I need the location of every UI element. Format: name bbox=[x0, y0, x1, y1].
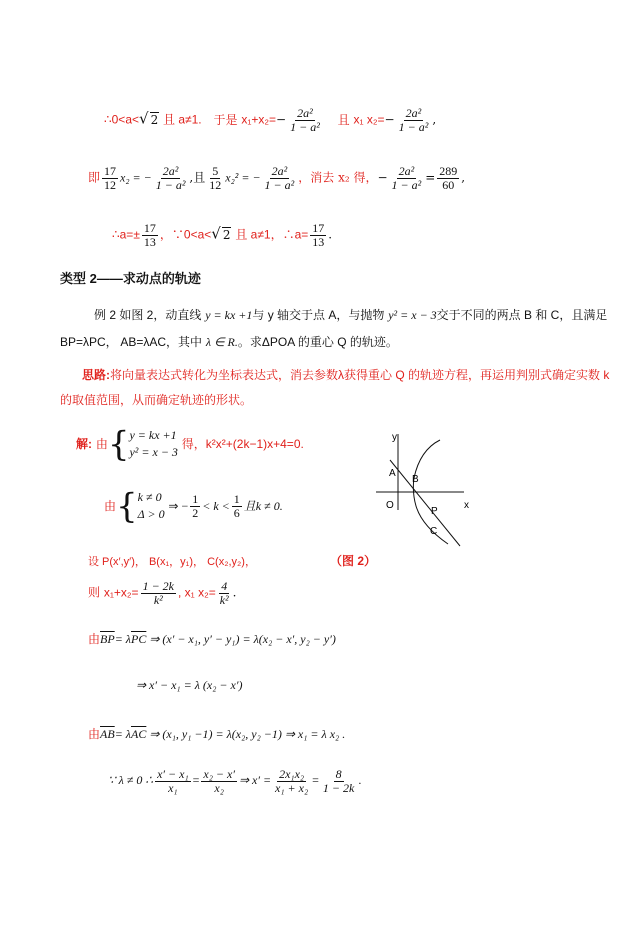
label-y: y bbox=[392, 432, 397, 443]
line2-frac-2: $\frac{\text{2a²}}{\text{1 − a²}}$ bbox=[155, 164, 186, 192]
vieta-line bbox=[88, 580, 237, 606]
system-2 bbox=[138, 489, 165, 524]
line3-because: ，∵0<a< bbox=[159, 227, 212, 242]
vec2-you: 由 bbox=[88, 727, 101, 741]
example-p1-c: 交于不同的两点 B 和 C，且满足 bbox=[436, 308, 608, 322]
vec1-eq: = λ bbox=[114, 632, 131, 646]
figure-2-diagram bbox=[368, 430, 488, 550]
line1-sum: x₁+x₂= bbox=[241, 112, 277, 127]
solution-you: 由 bbox=[95, 436, 108, 451]
vector-ab-line bbox=[88, 725, 345, 742]
line1-yushi: 于是 bbox=[213, 112, 238, 127]
example-p1-a: 例 2 如图 2，动直线 bbox=[94, 308, 202, 322]
solution-impl: ⇒ − bbox=[168, 498, 189, 513]
vector-bp: $\overline{BP}$ bbox=[100, 632, 115, 646]
vec2-eq: = λ bbox=[114, 727, 131, 741]
example-line-1 bbox=[94, 306, 607, 323]
line3-tail: . bbox=[328, 227, 333, 242]
final-line bbox=[108, 768, 361, 794]
final-eq-1: = bbox=[192, 772, 200, 787]
brace-1: { bbox=[107, 424, 130, 465]
system-2-eq-b: Δ > 0 bbox=[137, 507, 165, 522]
solution-frac-1: $\frac{1}{2}$ bbox=[192, 492, 199, 520]
example-p1-eq2: y² = x − 3 bbox=[388, 308, 437, 322]
solution-result: k²x²+(2k−1)x+4=0. bbox=[205, 436, 304, 451]
line2-qie: ,且 bbox=[189, 170, 206, 185]
label-a: A bbox=[389, 468, 396, 479]
thinking-line-2: 的取值范围，从而确定轨迹的形状。 bbox=[60, 393, 253, 407]
vec1-you: 由 bbox=[88, 632, 101, 646]
line1-frac-prod: $\frac{\text{2a²}}{\text{1 − a²}}$ bbox=[398, 106, 429, 134]
thinking-label: 思路: bbox=[82, 368, 110, 382]
thinking-text-1: 将向量表达式转化为坐标表达式，消去参数λ获得重心 Q 的轨迹方程，再运用判别式确定实数 k bbox=[110, 368, 610, 382]
sqrt-two: 2 bbox=[150, 112, 159, 127]
example-p1-eq: y = kx +1 bbox=[205, 308, 253, 322]
line1-minus-2: − bbox=[384, 112, 395, 127]
vieta-sum: x₁+x₂= bbox=[103, 585, 139, 600]
line2-x2: x₂ = − bbox=[120, 170, 152, 185]
figure-caption: （图 2） bbox=[330, 554, 377, 568]
solution-label: 解: bbox=[76, 436, 92, 451]
line2-xiaoqu: ，消去 x₂ 得， bbox=[298, 170, 378, 185]
line1-and: 且 bbox=[337, 112, 350, 127]
solution-you-2: 由 bbox=[104, 498, 117, 513]
line3-a-pm: ∴a=± bbox=[112, 227, 140, 242]
line-2 bbox=[88, 165, 465, 191]
solution-system-1 bbox=[76, 424, 304, 465]
line2-eq: = bbox=[425, 170, 436, 185]
vieta-tail: . bbox=[232, 585, 237, 600]
label-p: P bbox=[431, 506, 438, 517]
example-line-2 bbox=[60, 333, 398, 350]
solution-frac-2: $\frac{1}{6}$ bbox=[233, 492, 240, 520]
line3-sqrt: 2 bbox=[222, 227, 231, 242]
line1-qie: 且 a≠1. bbox=[163, 112, 202, 127]
line-3: ∴a=± $\frac{17}{13}$ ，∵0<a<√ 2 且 a≠1，∴a= $\frac{17}{13}$ . bbox=[112, 221, 333, 249]
vieta-ze: 则 bbox=[88, 585, 101, 600]
label-o: O bbox=[386, 500, 394, 511]
example-p2-a: BP=λPC， AB=λAC，其中 bbox=[60, 335, 203, 349]
example-p1-b: 与 y 轴交于点 A，与抛物 bbox=[252, 308, 385, 322]
final-frac-2: $\frac{\text{x₂ − x′}}{\text{x₂}}$ bbox=[203, 767, 235, 795]
vector-pc: $\overline{PC}$ bbox=[130, 632, 147, 646]
system-1 bbox=[129, 427, 177, 462]
system-2-eq-a: k ≠ 0 bbox=[137, 490, 162, 504]
vieta-frac-sum: $\frac{1 - 2k}{\text{k²}}$ bbox=[142, 579, 175, 607]
line1-frac-sum: $\frac{\text{2a²}}{\text{1 − a²}}$ bbox=[290, 106, 320, 134]
vieta-frac-prod: $\frac{4}{\text{k²}}$ bbox=[219, 579, 229, 607]
solution-lt: < k < bbox=[202, 498, 230, 513]
final-frac-4: $\frac{8}{1 - 2k}$ bbox=[322, 767, 355, 795]
line1-minus: − bbox=[276, 112, 287, 127]
line2-x2sq: x₂² = − bbox=[225, 170, 261, 185]
final-eq-2: = bbox=[312, 772, 319, 787]
line2-minus: − bbox=[377, 170, 388, 185]
moving-line bbox=[390, 460, 460, 546]
line3-qie: 且 a≠1，∴a= bbox=[235, 227, 309, 242]
solution-cond: 且k ≠ 0. bbox=[243, 498, 283, 513]
line3-frac-2: $\frac{17}{13}$ bbox=[312, 221, 325, 249]
vector-ab: $\overline{AB}$ bbox=[100, 727, 115, 741]
system-1-eq-a: y = kx +1 bbox=[129, 428, 177, 442]
system-1-eq-b: y² = x − 3 bbox=[129, 445, 178, 460]
solution-system-2 bbox=[104, 486, 283, 527]
vec2-rest: ⇒ (x₁, y₁ −1) = λ(x₂, y₂ −1) ⇒ x₁ = λ x₂ . bbox=[149, 727, 346, 741]
section-heading: 类型 2——求动点的轨迹 bbox=[60, 271, 201, 286]
final-frac-3: $\frac{\text{2x₁x₂}}{\text{x₁ + x₂}}$ bbox=[275, 767, 309, 795]
line2-frac-3: $\frac{5}{12}$ bbox=[209, 164, 222, 192]
vector-bp-result: ⇒ x′ − x₁ = λ (x₂ − x′) bbox=[136, 678, 243, 692]
vector-ac: $\overline{AC}$ bbox=[130, 727, 147, 741]
line2-frac-6: $\frac{289}{60}$ bbox=[439, 164, 458, 192]
line2-tail: , bbox=[461, 170, 466, 185]
line2-ji: 即 bbox=[88, 170, 101, 185]
line1-condition: ∴0<a< bbox=[104, 112, 139, 127]
line1-prod: x₁ x₂= bbox=[353, 112, 385, 127]
line2-frac-5: $\frac{\text{2a²}}{\text{1 − a²}}$ bbox=[391, 164, 422, 192]
vec1-rest: ⇒ (x′ − x₁, y′ − y₁) = λ(x₂ − x′, y₂ − y′) bbox=[149, 632, 336, 646]
label-c: C bbox=[430, 526, 438, 537]
final-frac-1: $\frac{\text{x′ − x₁}}{\text{x₁}}$ bbox=[157, 767, 189, 795]
example-p2-eq: λ ∈ R. bbox=[205, 335, 238, 349]
line2-frac-1: $\frac{17}{12}$ bbox=[104, 164, 117, 192]
label-x: x bbox=[464, 500, 469, 511]
set-points: 设 P(x′,y′)， B(x₁，y₁)， C(x₂,y₂)， bbox=[88, 556, 256, 568]
thinking-line-1 bbox=[82, 366, 609, 383]
brace-2: { bbox=[116, 486, 138, 527]
solution-de: 得， bbox=[181, 436, 206, 451]
line3-frac-1: $\frac{17}{13}$ bbox=[143, 221, 156, 249]
vieta-prod: , x₁ x₂= bbox=[178, 585, 216, 600]
final-impl: ⇒ x′ = bbox=[238, 772, 272, 787]
example-p2-b: 。求ΔPOA 的重心 Q 的轨迹。 bbox=[237, 335, 398, 349]
line1-tail: , bbox=[432, 112, 437, 127]
line2-frac-4: $\frac{\text{2a²}}{\text{1 − a²}}$ bbox=[264, 164, 295, 192]
final-tail: . bbox=[358, 772, 362, 787]
label-b: B bbox=[412, 474, 419, 485]
final-start: ∵ λ ≠ 0 ∴ bbox=[108, 772, 154, 787]
vector-bp-line bbox=[88, 630, 336, 647]
line-1: ∴0<a<√ 2 且 a≠1. 于是 x₁+x₂=− $\frac{\text{2a²}}{\text{1 − a²}}$ 且 x₁ x₂=− $\frac{\text{2a²}}{\text{1 − a²}}$ , bbox=[104, 106, 437, 134]
